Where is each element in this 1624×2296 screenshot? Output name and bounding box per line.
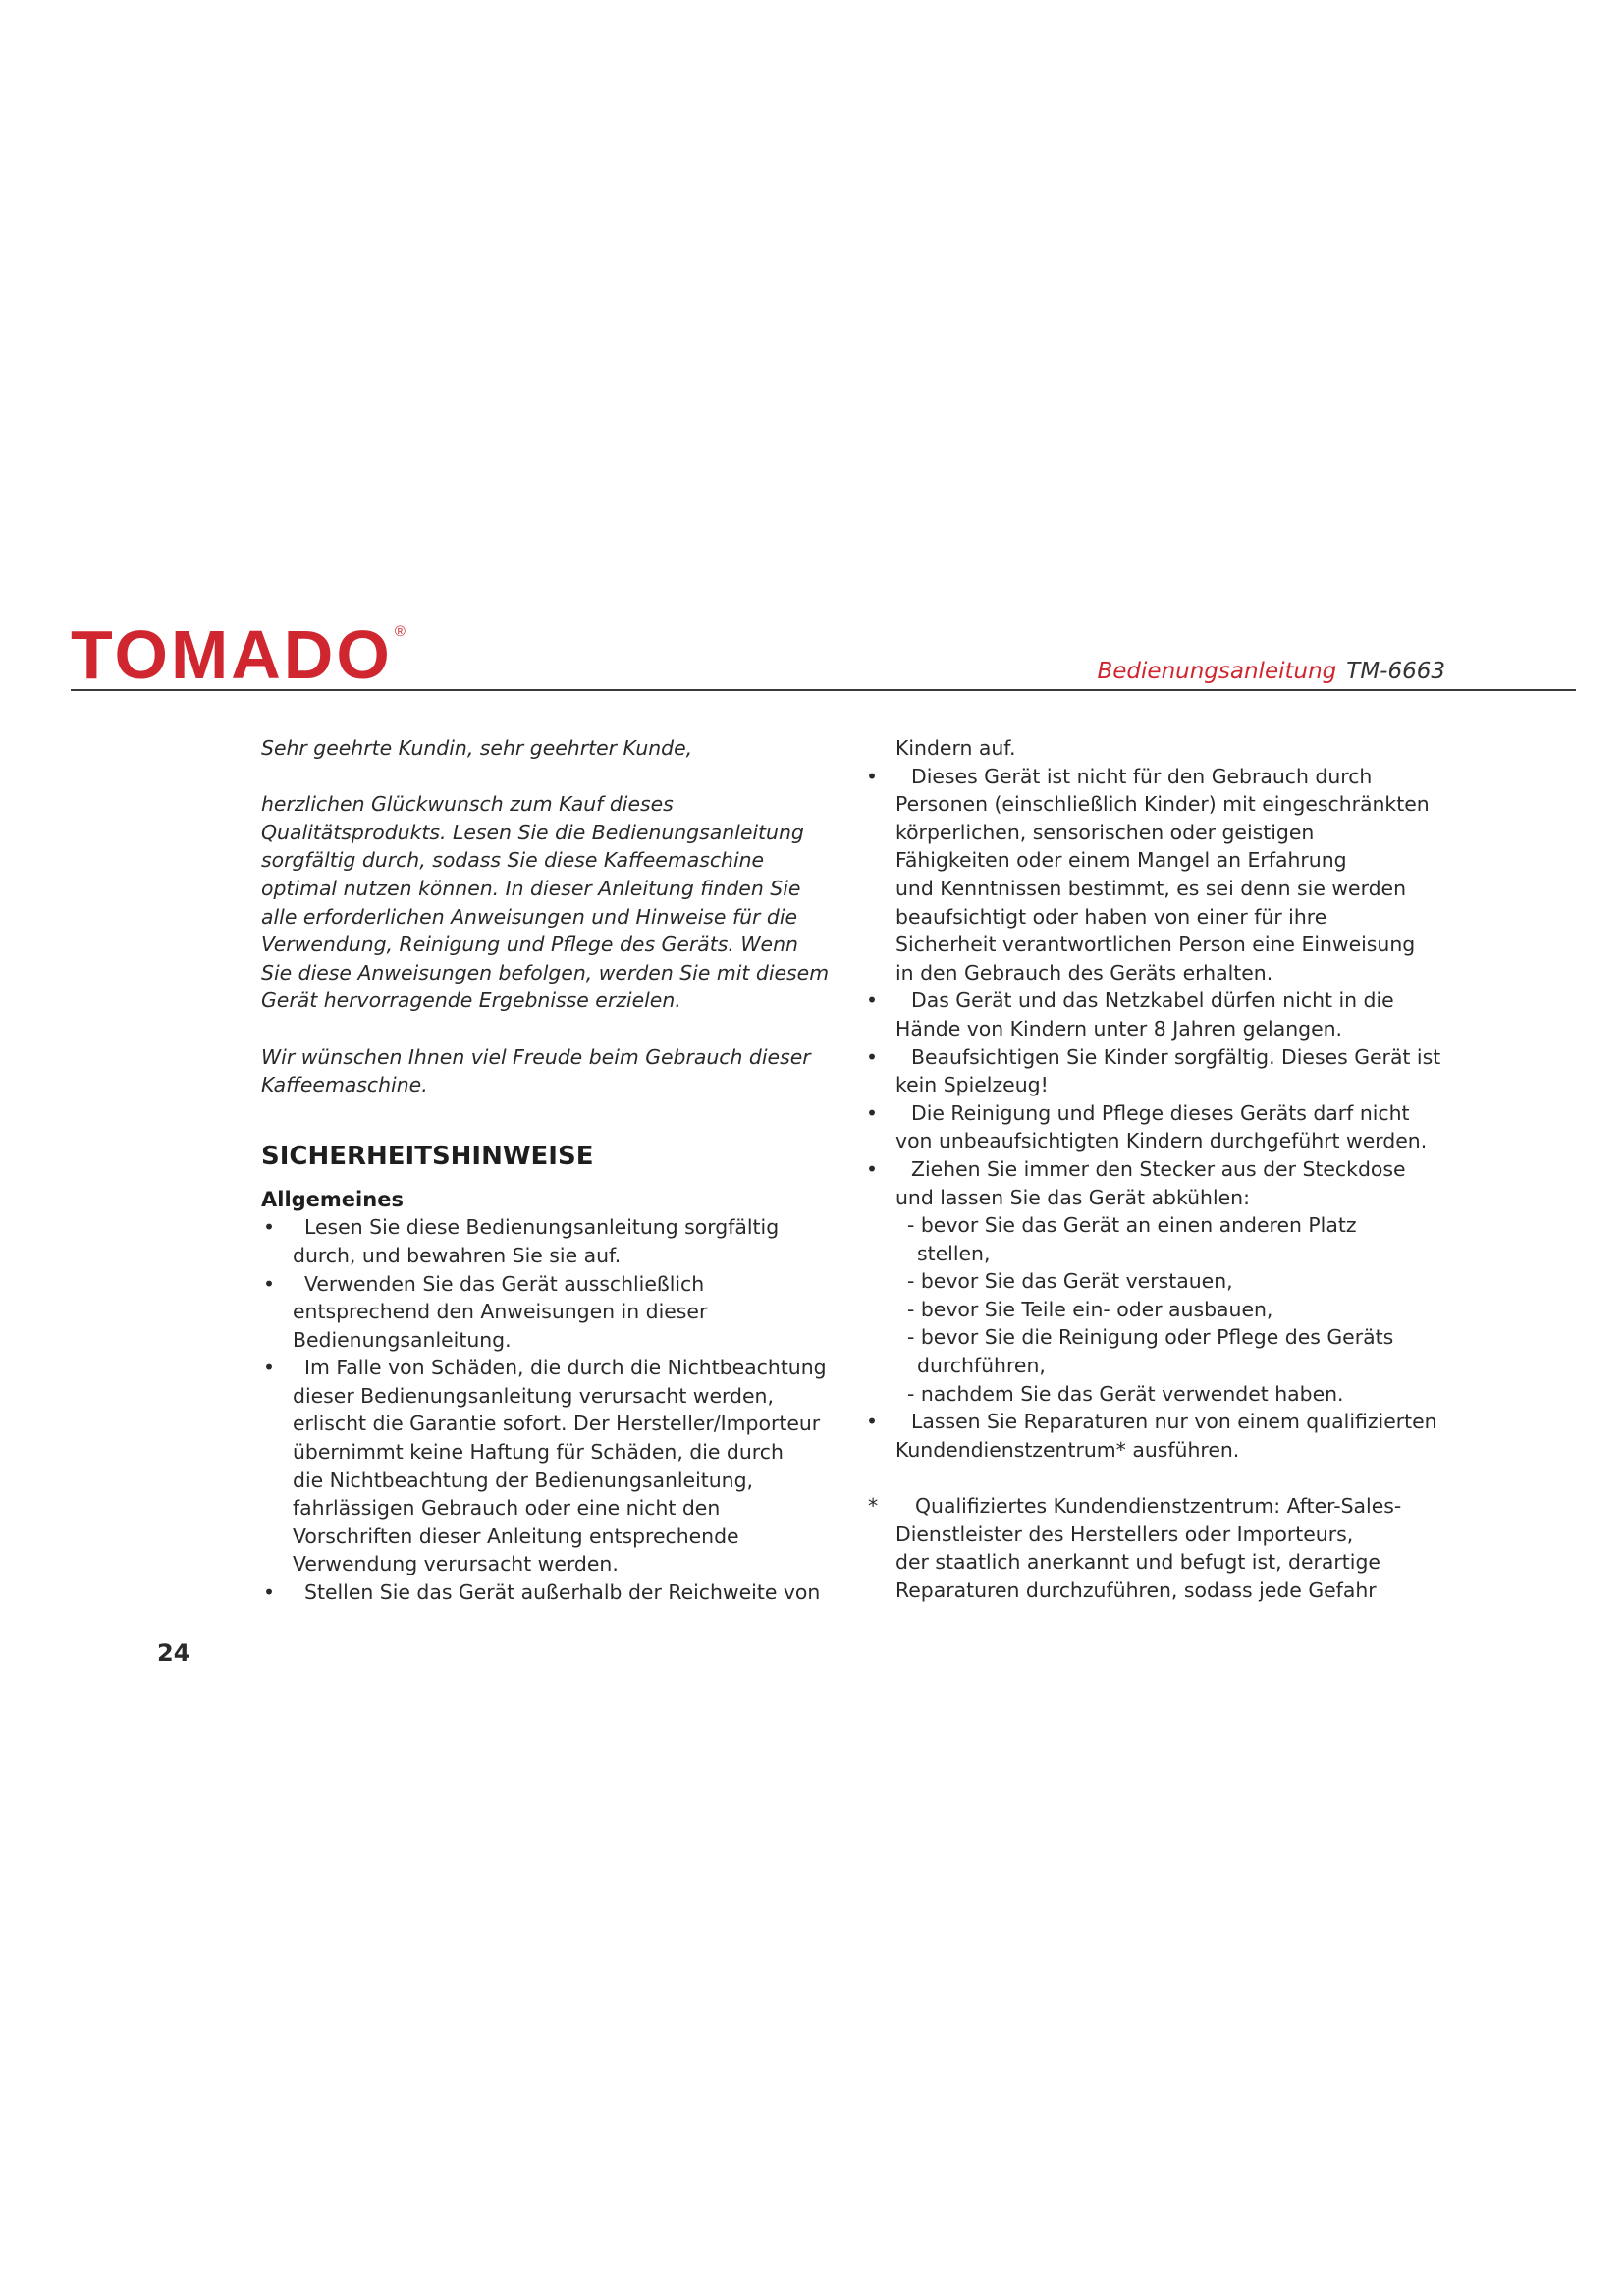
intro-paragraph	[261, 790, 850, 1015]
list-item-line: Lassen Sie Reparaturen nur von einem qualifizierten	[911, 1410, 1437, 1434]
list-item-line: Kundendienstzentrum* ausführen.	[895, 1437, 1240, 1462]
continuation-text: Kindern auf.	[895, 736, 1016, 760]
right-column	[856, 734, 1445, 1604]
intro-line: Verwendung, Reinigung und Pflege des Geräts. Wenn	[261, 933, 798, 957]
list-item	[856, 1099, 1445, 1155]
list-item-line: Das Gerät und das Netzkabel dürfen nicht in die	[911, 988, 1394, 1013]
footnote-line: Dienstleister des Herstellers oder Importeurs,	[895, 1522, 1354, 1546]
logo-text: TOMADO	[71, 616, 393, 693]
document-header	[1098, 659, 1446, 684]
list-item-line: die Nichtbeachtung der Bedienungsanleitung,	[293, 1468, 754, 1492]
footnote	[856, 1492, 1445, 1604]
dash-item	[907, 1380, 1445, 1409]
dash-item-line: - bevor Sie Teile ein- oder ausbauen,	[907, 1297, 1273, 1321]
safety-list-right	[856, 763, 1445, 1212]
list-item-line: Ziehen Sie immer den Stecker aus der Steckdose	[911, 1156, 1406, 1181]
left-column	[261, 734, 850, 1607]
list-item-line: Die Reinigung und Pflege dieses Geräts darf nicht	[911, 1100, 1410, 1125]
list-item-line: Verwenden Sie das Gerät ausschließlich	[304, 1271, 705, 1296]
dash-item	[907, 1323, 1445, 1379]
intro-line: alle erforderlichen Anweisungen und Hinweise für die	[261, 904, 798, 929]
list-item-line: und Kenntnissen bestimmt, es sei denn sie werden	[895, 876, 1407, 900]
header-divider	[71, 689, 1576, 691]
list-item	[856, 987, 1445, 1042]
list-item	[261, 1354, 850, 1578]
section-heading: SICHERHEITSHINWEISE	[261, 1141, 594, 1171]
bullet-icon: •	[263, 1580, 276, 1605]
closing-line: Wir wünschen Ihnen viel Freude beim Gebrauch dieser	[261, 1044, 811, 1069]
dash-item-line: - nachdem Sie das Gerät verwendet haben.	[907, 1381, 1344, 1406]
footnote-line: Qualifiziertes Kundendienstzentrum: After-Sales-	[915, 1494, 1402, 1519]
dash-item-line: - bevor Sie das Gerät an einen anderen Platz	[907, 1213, 1357, 1238]
registered-mark: ®	[394, 623, 406, 640]
list-item-line: Hände von Kindern unter 8 Jahren gelangen.	[895, 1016, 1343, 1041]
list-item-line: Dieses Gerät ist nicht für den Gebrauch durch	[911, 764, 1373, 788]
list-item-line: übernimmt keine Haftung für Schäden, die durch	[293, 1440, 784, 1465]
list-item-line: Stellen Sie das Gerät außerhalb der Reichweite von	[304, 1580, 821, 1605]
bullet-icon: •	[866, 1044, 879, 1069]
list-item-line: fahrlässigen Gebrauch oder eine nicht den	[293, 1496, 721, 1521]
intro-line: sorgfältig durch, sodass Sie diese Kaffeemaschine	[261, 848, 765, 873]
bullet-icon: •	[866, 1410, 879, 1434]
list-item-line: beaufsichtigt oder haben von einer für ihre	[895, 904, 1327, 929]
list-item-line: Sicherheit verantwortlichen Person eine Einweisung	[895, 933, 1416, 957]
list-item-line: entsprechend den Anweisungen in dieser	[293, 1300, 708, 1324]
intro-line: herzlichen Glückwunsch zum Kauf dieses	[261, 792, 674, 817]
list-item-line: Vorschriften dieser Anleitung entsprechende	[293, 1523, 739, 1548]
document-title: Bedienungsanleitung	[1097, 659, 1337, 684]
list-item-line: Verwendung verursacht werden.	[293, 1552, 619, 1576]
dash-item-line: - bevor Sie die Reinigung oder Pflege des Geräts	[907, 1325, 1394, 1350]
list-item	[856, 1043, 1445, 1099]
footnote-line: Reparaturen durchzuführen, sodass jede Gefahr	[895, 1577, 1377, 1602]
bullet-icon: •	[263, 1215, 276, 1240]
dash-item	[907, 1211, 1445, 1267]
list-item-line: Personen (einschließlich Kinder) mit eingeschränkten	[895, 792, 1430, 817]
dash-item	[907, 1296, 1445, 1324]
page-number: 24	[157, 1639, 190, 1667]
list-item-line: Fähigkeiten oder einem Mangel an Erfahrung	[895, 848, 1347, 873]
unplug-conditions-list	[856, 1211, 1445, 1408]
intro-line: optimal nutzen können. In dieser Anleitung finden Sie	[261, 876, 801, 900]
bullet-icon: •	[263, 1271, 276, 1296]
salutation: Sehr geehrte Kundin, sehr geehrter Kunde,	[261, 736, 693, 760]
bullet-icon: •	[866, 1100, 879, 1125]
intro-line: Sie diese Anweisungen befolgen, werden Sie mit diesem	[261, 960, 830, 985]
bullet-icon: •	[263, 1356, 276, 1380]
list-item	[856, 763, 1445, 988]
list-item-line: von unbeaufsichtigten Kindern durchgeführt werden.	[895, 1129, 1428, 1153]
dash-item-line: durchführen,	[917, 1354, 1046, 1378]
list-item-line: kein Spielzeug!	[895, 1073, 1049, 1097]
intro-line: Gerät hervorragende Ergebnisse erzielen.	[261, 988, 681, 1013]
list-item	[261, 1270, 850, 1355]
list-item	[261, 1213, 850, 1269]
list-item-line: dieser Bedienungsanleitung verursacht werden,	[293, 1383, 774, 1408]
list-item-line: erlischt die Garantie sofort. Der Hersteller/Importeur	[293, 1412, 821, 1436]
list-item-line: Bedienungsanleitung.	[293, 1327, 512, 1352]
list-item-line: durch, und bewahren Sie sie auf.	[293, 1243, 622, 1267]
closing-line: Kaffeemaschine.	[261, 1073, 428, 1097]
bullet-icon: •	[866, 764, 879, 788]
list-item	[261, 1578, 850, 1607]
list-item-line: Beaufsichtigen Sie Kinder sorgfältig. Dieses Gerät ist	[911, 1044, 1441, 1069]
list-item-line: Im Falle von Schäden, die durch die Nichtbeachtung	[304, 1356, 827, 1380]
subsection-heading: Allgemeines	[261, 1187, 404, 1211]
list-item	[856, 1155, 1445, 1211]
bullet-icon: •	[866, 988, 879, 1013]
safety-list-left	[261, 1213, 850, 1606]
dash-item-line: stellen,	[917, 1241, 991, 1265]
model-number: TM-6663	[1346, 659, 1445, 684]
list-item-line: Lesen Sie diese Bedienungsanleitung sorgfältig	[304, 1215, 780, 1240]
list-item	[856, 1408, 1445, 1464]
bullet-icon: •	[866, 1156, 879, 1181]
list-item-line: körperlichen, sensorischen oder geistigen	[895, 820, 1315, 844]
repair-bullet	[856, 1408, 1445, 1464]
asterisk-icon: *	[868, 1494, 879, 1519]
footnote-line: der staatlich anerkannt und befugt ist, derartige	[895, 1550, 1380, 1575]
intro-line: Qualitätsprodukts. Lesen Sie die Bedienungsanleitung	[261, 820, 804, 844]
dash-item-line: - bevor Sie das Gerät verstauen,	[907, 1269, 1233, 1294]
closing-paragraph	[261, 1043, 850, 1099]
dash-item	[907, 1267, 1445, 1296]
list-item-line: und lassen Sie das Gerät abkühlen:	[895, 1185, 1250, 1209]
brand-logo	[71, 616, 406, 693]
list-item-line: in den Gebrauch des Geräts erhalten.	[895, 960, 1273, 985]
